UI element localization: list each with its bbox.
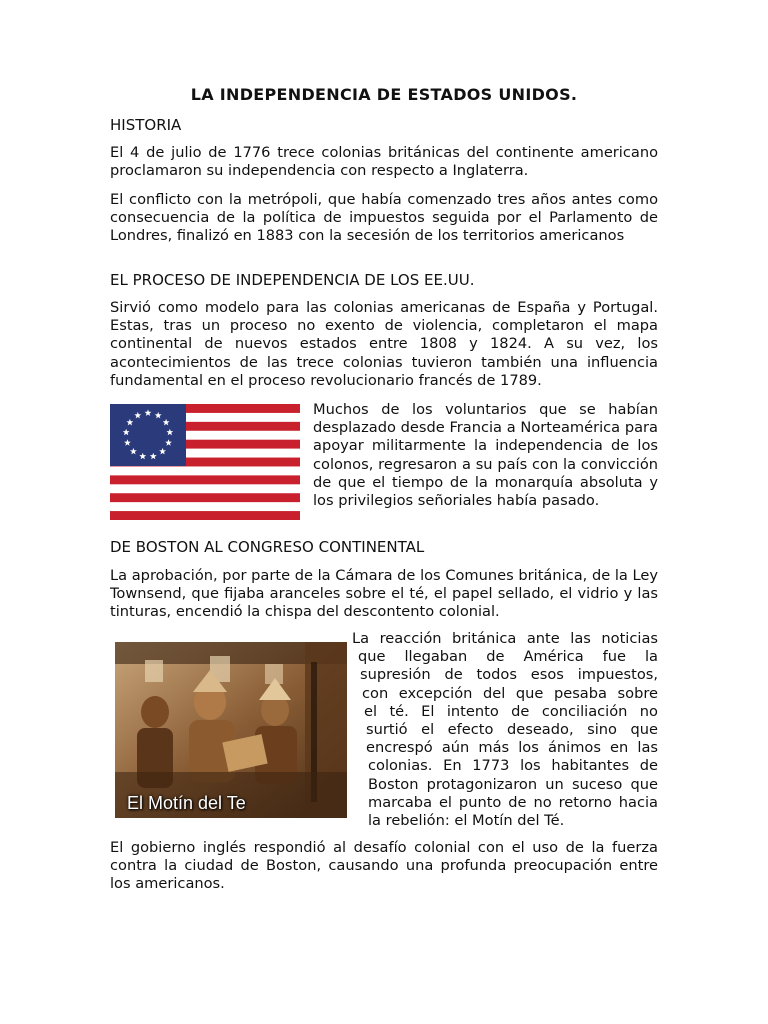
paragraph-historia-1: El 4 de julio de 1776 trece colonias británicas del continente americano proclamaron su independencia con respecto a Inglaterra.: [110, 144, 658, 180]
text-line: que llegaban de América fue la: [358, 648, 658, 666]
tea-party-illustration: [115, 642, 347, 818]
heading-proceso: EL PROCESO DE INDEPENDENCIA DE LOS EE.UU.: [110, 271, 475, 289]
paragraph-boston-3: El gobierno inglés respondió al desafío colonial con el uso de la fuerza contra la ciudad de Boston, causando una profunda preocupación entre los americanos.: [110, 839, 658, 893]
text-line: Boston protagonizaron un suceso que: [368, 775, 658, 793]
text-line: la rebelión: el Motín del Té.: [368, 812, 565, 830]
text-line: el té. El intento de conciliación no: [364, 702, 658, 720]
text-line: colonias. En 1773 los habitantes de: [368, 757, 658, 775]
text-line: con excepción del que pesaba sobre: [362, 684, 658, 702]
text-line: marcaba el punto de no retorno hacia: [368, 793, 658, 811]
flag-stripe: [110, 502, 300, 511]
text-line: supresión de todos esos impuestos,: [360, 666, 658, 684]
text-line: La reacción británica ante las noticias: [352, 630, 658, 647]
paragraph-proceso-1: Sirvió como modelo para las colonias americanas de España y Portugal. Estas, tras un proceso no exento de violencia, completaron el mapa continental de nuevos estados entre 1808 y 1824. A su vez, los acontecimientos de las trece colonias tuvieron también una influencia fundamental en el proceso revolucionario francés de 1789.: [110, 299, 658, 389]
image-caption: El Motín del Te: [127, 792, 246, 813]
text-line: surtió el efecto deseado, sino que: [366, 721, 658, 739]
us-flag-image: [110, 404, 300, 520]
paragraph-boston-2: [352, 630, 658, 830]
paragraph-proceso-2: Muchos de los voluntarios que se habían desplazado desde Francia a Norteamérica para apoyar militarmente la independencia de los colonos, regresaron a su país con la convicción de que el tiempo de la monarquía absoluta y los privilegios señoriales había pasado.: [313, 401, 658, 510]
flag-svg: [110, 404, 300, 520]
text-line: encrespó aún más los ánimos en las: [366, 739, 658, 757]
page-title: LA INDEPENDENCIA DE ESTADOS UNIDOS.: [190, 85, 578, 104]
boston-tea-party-image: [115, 642, 347, 818]
flag-stripe: [110, 475, 300, 484]
paragraph-boston-1: La aprobación, por parte de la Cámara de los Comunes británica, de la Ley Townsend, que fijaba aranceles sobre el té, el papel sellado, el vidrio y las tinturas, encendió la chispa del descontento colonial.: [110, 567, 658, 621]
heading-historia: HISTORIA: [110, 116, 182, 134]
heading-boston: DE BOSTON AL CONGRESO CONTINENTAL: [110, 538, 425, 556]
paragraph-historia-2: El conflicto con la metrópoli, que había comenzado tres años antes como consecuencia de la política de impuestos seguida por el Parlamento de Londres, finalizó en 1883 con la secesión de los territorios americanos: [110, 191, 658, 245]
flag-stripe: [110, 493, 300, 502]
flag-stripe: [110, 484, 300, 493]
flag-stripe: [110, 466, 300, 475]
flag-stripe: [110, 511, 300, 520]
